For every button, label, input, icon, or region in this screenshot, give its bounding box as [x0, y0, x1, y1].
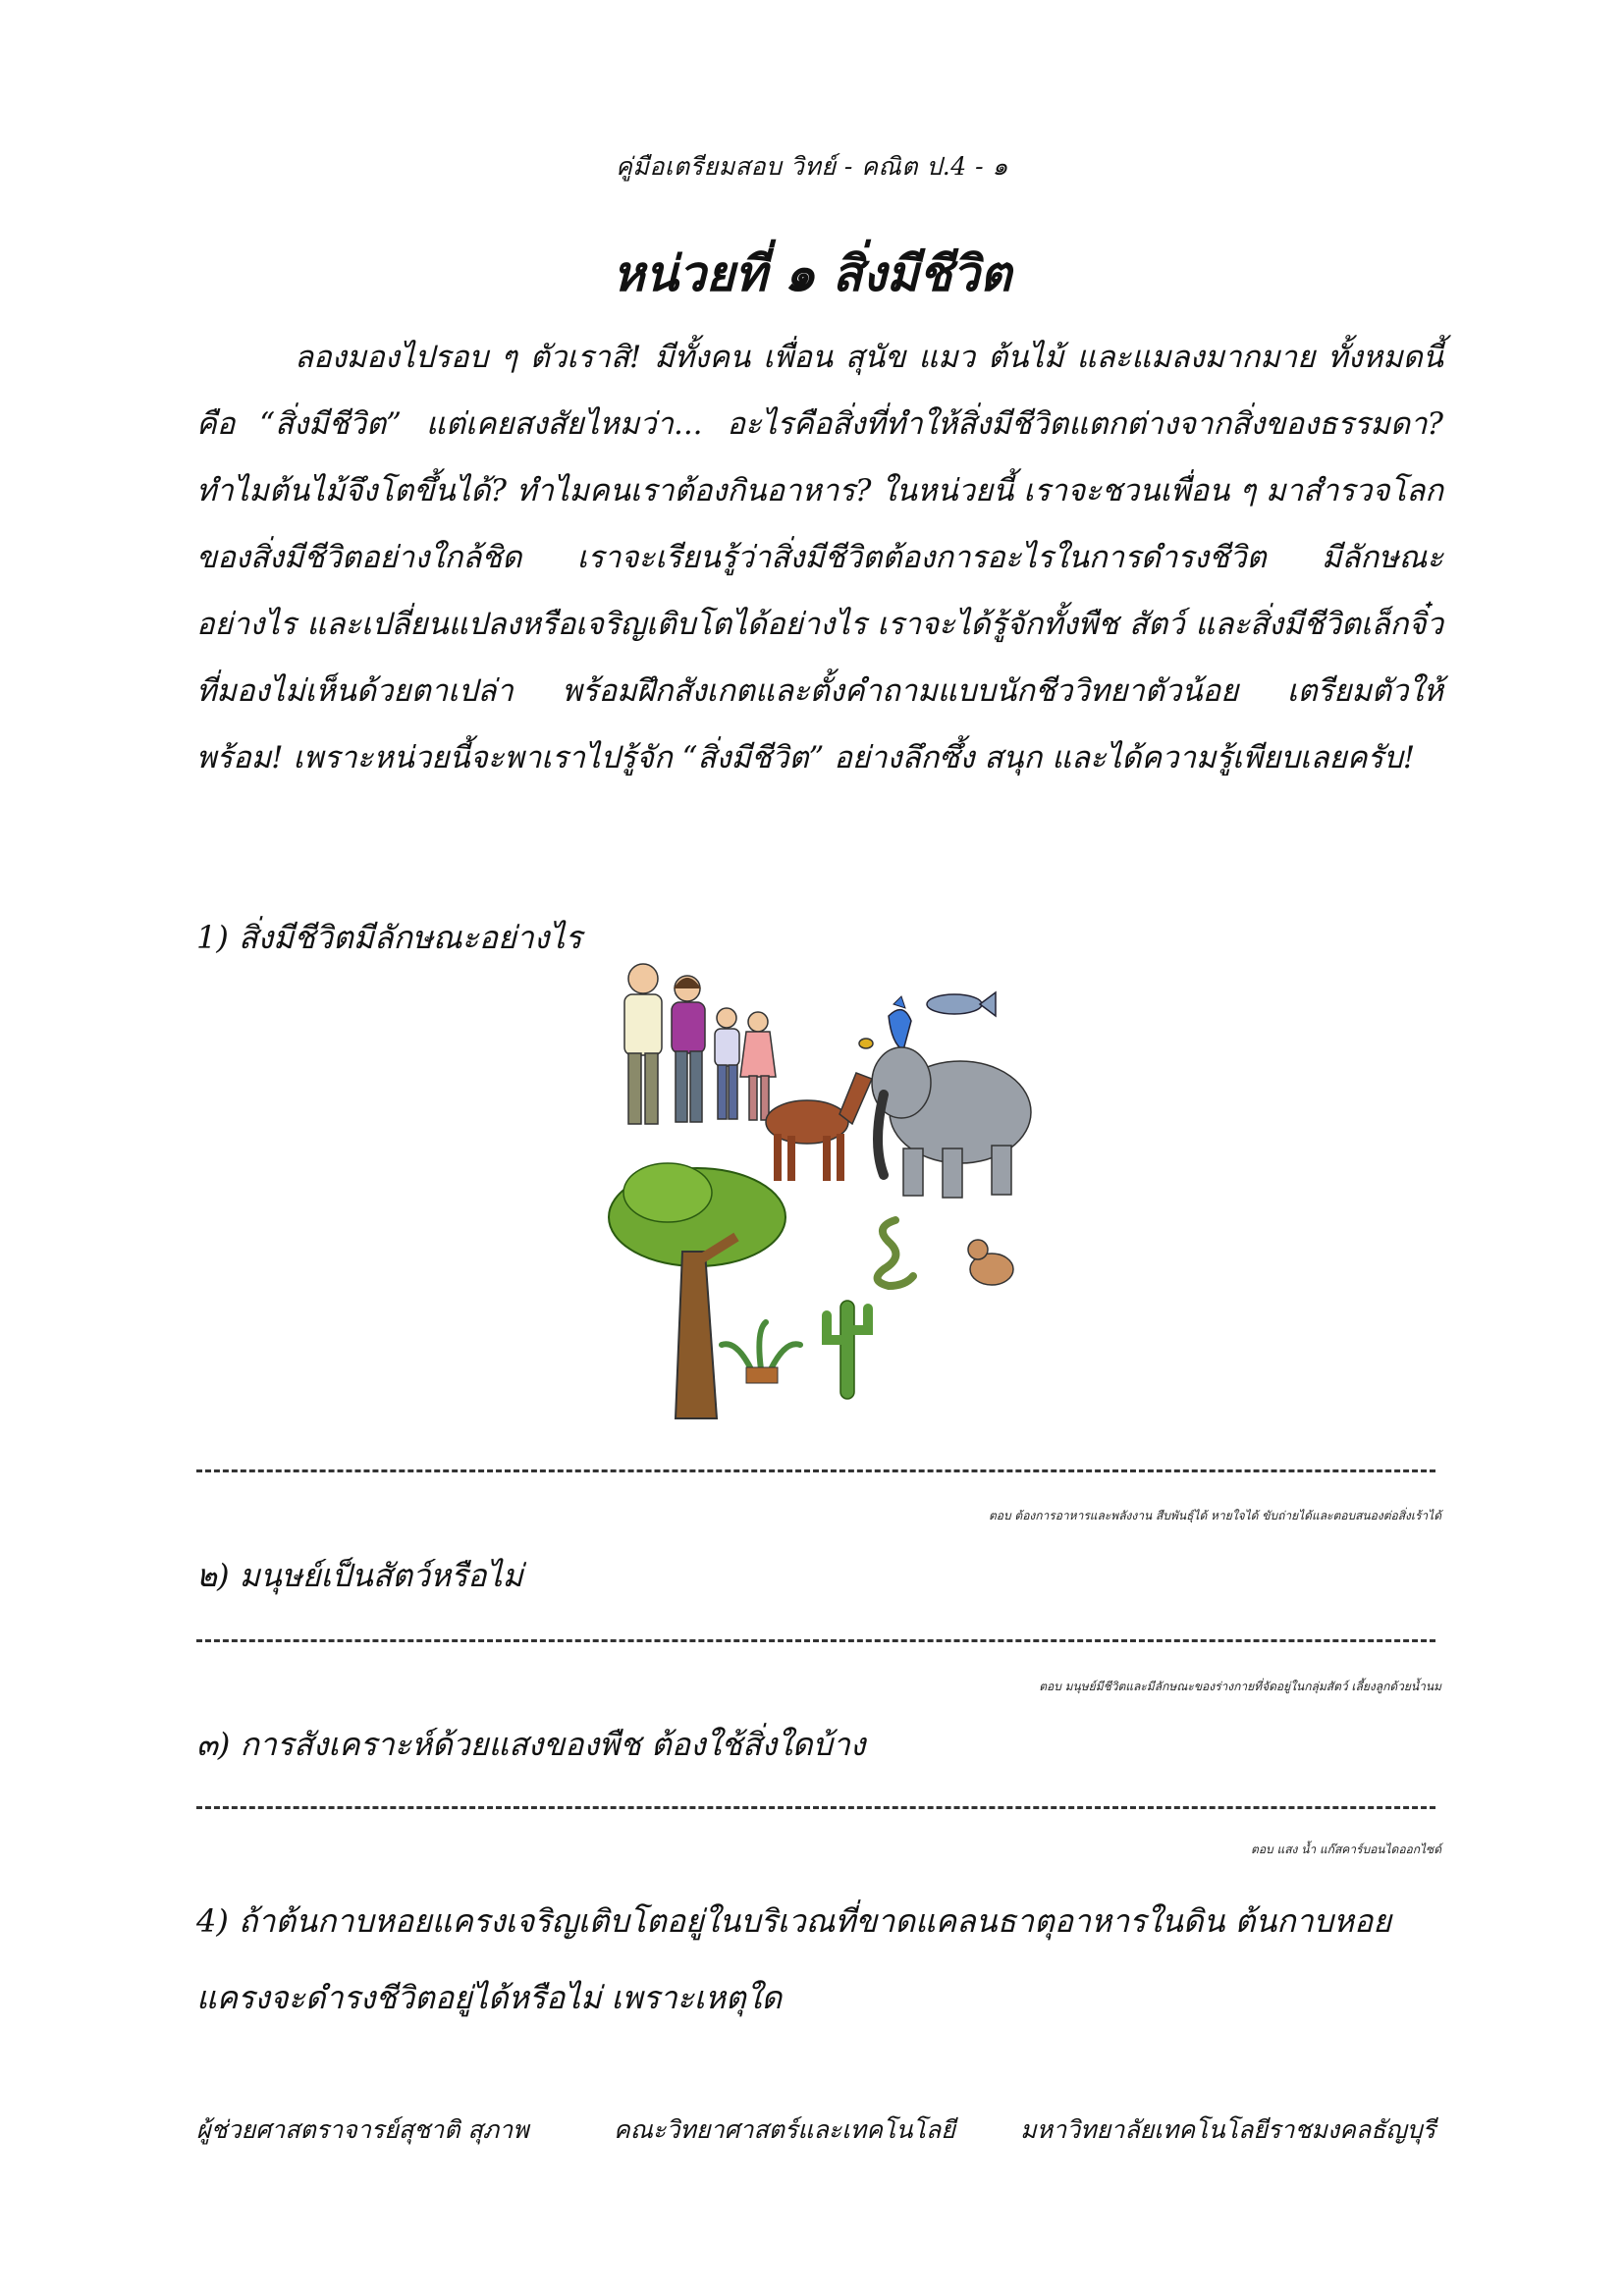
snake-icon — [878, 1220, 913, 1286]
footer-author: ผู้ช่วยศาสตราจารย์สุชาติ สุภาพ — [196, 2115, 529, 2144]
elephant-icon — [872, 1047, 1031, 1198]
answer-3: ตอบ แสง น้ำ แก๊สคาร์บอนไดออกไซด์ — [1251, 1842, 1441, 1856]
intro-paragraph: ลองมองไปรอบ ๆ ตัวเราสิ! มีทั้งคน เพื่อน สุนัข แมว ต้นไม้ และแมลงมากมาย ทั้งหมดนี้คือ “สิ่งมีชีวิต” แต่เคยสงสัยไหมว่า... อะไรคือสิ่งที่ทำให้สิ่งมีชีวิตแตกต่างจากสิ่งของธรรมดา? ทำไมต้นไม้จึงโตขึ้นได้? ทำไมคนเราต้องกินอาหาร? ในหน่วยนี้ เราจะชวนเพื่อน ๆ มาสำรวจโลกของสิ่งมีชีวิตอย่างใกล้ชิด เราจะเรียนรู้ว่าสิ่งมีชีวิตต้องการอะไรในการดำรงชีวิต มีลักษณะอย่างไร และเปลี่ยนแปลงหรือเจริญเติบโตได้อย่างไร เราจะได้รู้จักทั้งพืช สัตว์ และสิ่งมีชีวิตเล็กจิ๋วที่มองไม่เห็นด้วยตาเปล่า พร้อมฝึกสังเกตและตั้งคำถามแบบนักชีววิทยาตัวน้อย เตรียมตัวให้พร้อม! เพราะหน่วยนี้จะพาเราไปรู้จัก “สิ่งมีชีวิต” อย่างลึกซึ้ง สนุก และได้ความรู้เพียบเลยครับ! — [196, 340, 1443, 775]
running-header: คู่มือเตรียมสอบ วิทย์ - คณิต ป.4 - ๑ — [616, 152, 1008, 181]
intro-section — [196, 324, 1443, 791]
question-1: 1) สิ่งมีชีวิตมีลักษณะอย่างไร — [196, 919, 582, 956]
bee-icon — [859, 1039, 873, 1048]
fish-icon — [927, 992, 996, 1016]
living-things-illustration — [589, 957, 1060, 1438]
answer-line-3 — [196, 1806, 1435, 1809]
bird-icon — [889, 996, 911, 1050]
footer-university: มหาวิทยาลัยเทคโนโลยีราชมงคลธัญบุรี — [1020, 2115, 1435, 2144]
horse-icon — [766, 1073, 872, 1181]
answer-1: ตอบ ต้องการอาหารและพลังงาน สืบพันธุ์ได้ หายใจได้ ขับถ่ายได้และตอบสนองต่อสิ่งเร้าได้ — [988, 1509, 1441, 1522]
answer-line-2 — [196, 1639, 1435, 1642]
cactus-icon — [827, 1301, 868, 1399]
fern-icon — [722, 1322, 800, 1383]
question-2: ๒) มนุษย์เป็นสัตว์หรือไม่ — [196, 1557, 523, 1594]
answer-2: ตอบ มนุษย์มีชีวิตและมีลักษณะของร่างกายที่จัดอยู่ในกลุ่มสัตว์ เลี้ยงลูกด้วยน้ำนม — [1039, 1680, 1441, 1693]
footer-faculty: คณะวิทยาศาสตร์และเทคโนโลยี — [614, 2115, 955, 2144]
page-title: หน่วยที่ ๑ สิ่งมีชีวิต — [612, 244, 1012, 302]
question-4: 4) ถ้าต้นกาบหอยแครงเจริญเติบโตอยู่ในบริเวณที่ขาดแคลนธาตุอาหารในดิน ต้นกาบหอยแครงจะดำรงชีวิตอยู่ได้หรือไม่ เพราะเหตุใด — [196, 1902, 1391, 2016]
page-footer — [196, 2110, 1435, 2150]
cat-icon — [968, 1240, 1013, 1285]
answer-line-1 — [196, 1469, 1435, 1472]
question-3: ๓) การสังเคราะห์ด้วยแสงของพืช ต้องใช้สิ่งใดบ้าง — [196, 1726, 866, 1763]
family-figure — [624, 964, 776, 1124]
